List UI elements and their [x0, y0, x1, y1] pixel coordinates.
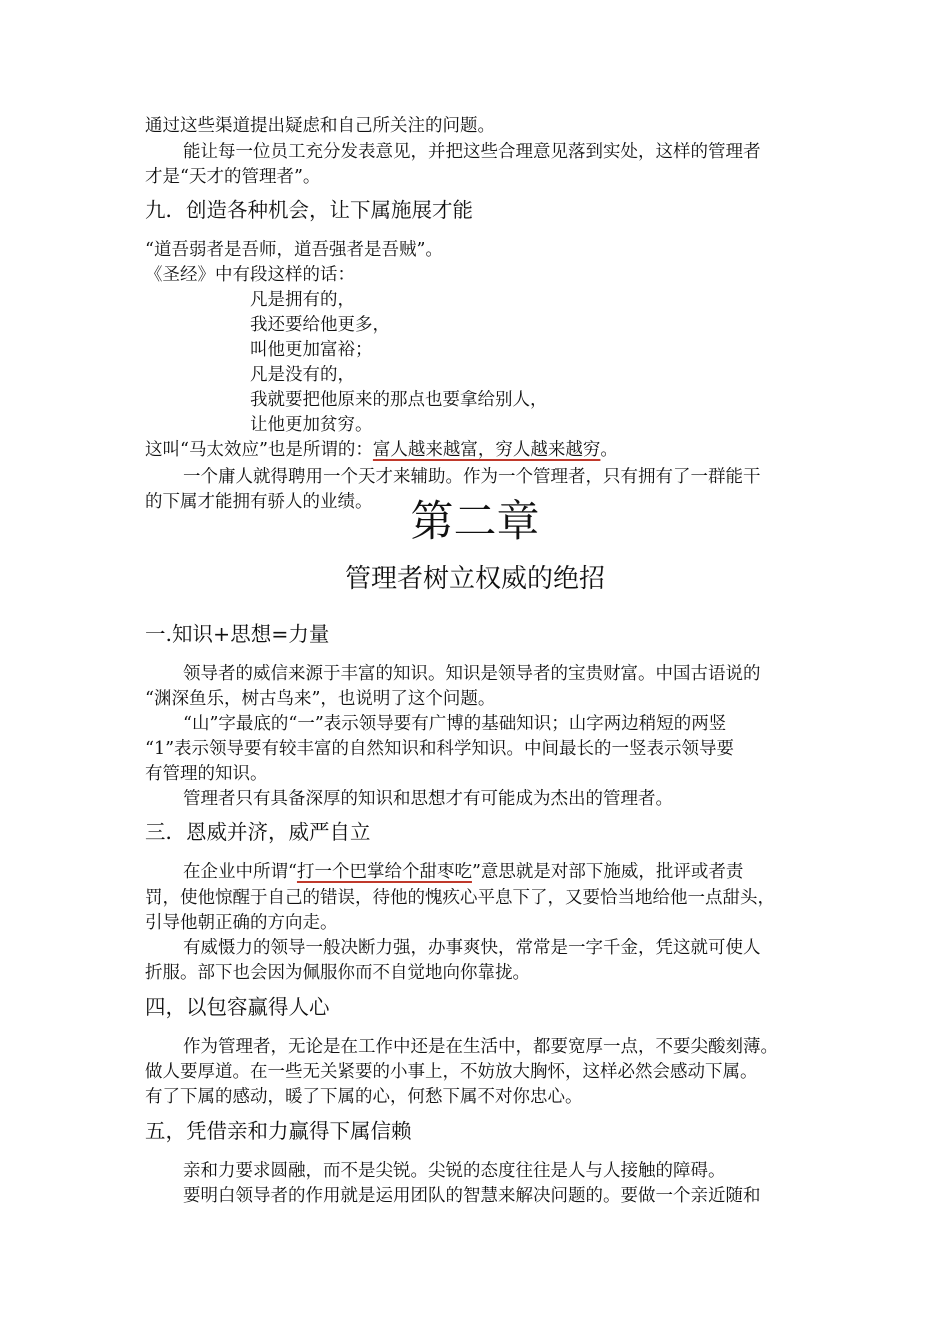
verse-line: 凡是拥有的， — [250, 290, 355, 310]
underlined-phrase: 打一个巴掌给个甜枣吃 — [296, 862, 472, 882]
paragraph-line: “1”表示领导要有较丰富的自然知识和科学知识。中间最长的一竖表示领导要 — [145, 739, 735, 759]
text-span: ”意思就是对部下施威，批评或者责 — [471, 862, 744, 882]
paragraph-line: 《圣经》中有段这样的话： — [145, 265, 355, 285]
verse-line: 凡是没有的， — [250, 365, 355, 385]
quote-line: “道吾弱者是吾师，道吾强者是吾贼”。 — [145, 240, 443, 260]
paragraph-line: 引导他朝正确的方向走。 — [145, 913, 338, 933]
paragraph-line: 作为管理者，无论是在工作中还是在生活中，都要宽厚一点，不要尖酸刻薄。 — [183, 1037, 778, 1057]
text-span: 这叫“马太效应”也是所谓的： — [145, 440, 373, 460]
paragraph-line: 折服。部下也会因为佩服你而不自觉地向你靠拢。 — [145, 963, 530, 983]
text-span: 在企业中所谓“ — [183, 862, 297, 882]
paragraph-line: 管理者只有具备深厚的知识和思想才有可能成为杰出的管理者。 — [183, 789, 673, 809]
paragraph-line — [145, 438, 618, 462]
paragraph-line: 能让每一位员工充分发表意见，并把这些合理意见落到实处，这样的管理者 — [183, 142, 761, 162]
paragraph-line: 有管理的知识。 — [145, 764, 268, 784]
chapter-subtitle: 管理者树立权威的绝招 — [344, 564, 605, 594]
paragraph-line: 才是“天才的管理者”。 — [145, 167, 321, 187]
paragraph-line: “渊深鱼乐，树古鸟来”，也说明了这个问题。 — [145, 689, 496, 709]
paragraph-line: 通过这些渠道提出疑虑和自己所关注的问题。 — [145, 116, 495, 136]
paragraph-line: 有了下属的感动，暖了下属的心，何愁下属不对你忠心。 — [145, 1087, 583, 1107]
paragraph-line: 的下属才能拥有骄人的业绩。 — [145, 492, 373, 512]
paragraph-line: 亲和力要求圆融，而不是尖锐。尖锐的态度往往是人与人接触的障碍。 — [183, 1161, 726, 1181]
paragraph-line: 一个庸人就得聘用一个天才来辅助。作为一个管理者，只有拥有了一群能干 — [183, 467, 761, 487]
paragraph-line — [183, 860, 743, 884]
verse-line: 让他更加贫穷。 — [250, 415, 373, 435]
text-span: 。 — [600, 440, 618, 460]
paragraph-line: 领导者的威信来源于丰富的知识。知识是领导者的宝贵财富。中国古语说的 — [183, 664, 761, 684]
verse-line: 我就要把他原来的那点也要拿给别人， — [250, 390, 548, 410]
section-heading-5: 五，凭借亲和力赢得下属信赖 — [145, 1119, 412, 1143]
paragraph-line: “山”字最底的“一”表示领导要有广博的基础知识；山字两边稍短的两竖 — [183, 714, 727, 734]
paragraph-line: 做人要厚道。在一些无关紧要的小事上，不妨放大胸怀，这样必然会感动下属。 — [145, 1062, 758, 1082]
chapter-title: 第二章 — [410, 497, 540, 547]
underlined-phrase: 富人越来越富，穷人越来越穷 — [372, 440, 601, 460]
section-heading-4: 四，以包容赢得人心 — [145, 995, 330, 1019]
section-heading-3: 三．恩威并济，威严自立 — [145, 820, 371, 844]
section-heading-9: 九．创造各种机会，让下属施展才能 — [145, 198, 473, 222]
verse-line: 叫他更加富裕； — [250, 340, 373, 360]
paragraph-line: 有威慑力的领导一般决断力强，办事爽快，常常是一字千金，凭这就可使人 — [183, 938, 761, 958]
verse-line: 我还要给他更多， — [250, 315, 390, 335]
section-heading-1: 一.知识+思想=力量 — [145, 622, 330, 646]
paragraph-line: 要明白领导者的作用就是运用团队的智慧来解决问题的。要做一个亲近随和 — [183, 1186, 761, 1206]
paragraph-line: 罚，使他惊醒于自己的错误，待他的愧疚心平息下了，又要恰当地给他一点甜头， — [145, 888, 775, 908]
